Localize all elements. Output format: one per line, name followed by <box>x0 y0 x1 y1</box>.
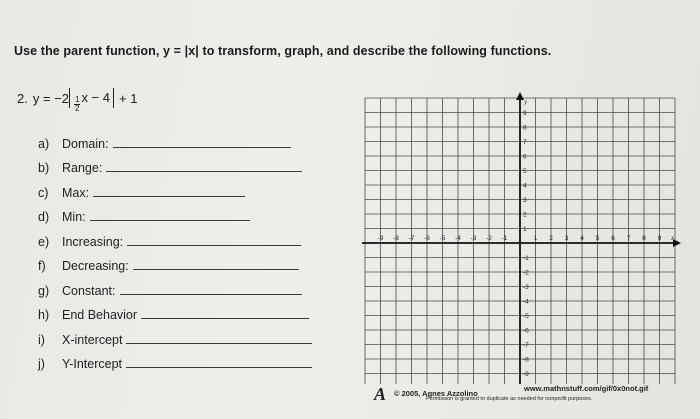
question-letter: h) <box>38 308 50 322</box>
instructions-title: Use the parent function, y = |x| to transform, graph, and describe the following functions. <box>14 44 552 58</box>
x-axis-label: x <box>671 234 675 242</box>
answer-line[interactable] <box>133 268 299 270</box>
problem-equation <box>17 88 138 113</box>
question-domain <box>38 126 312 151</box>
equation-rhs: + 1 <box>118 90 138 106</box>
answer-line[interactable] <box>90 219 250 221</box>
x-tick-label: -8 <box>393 235 399 242</box>
fraction <box>74 96 80 113</box>
y-tick-label: -4 <box>523 298 529 306</box>
x-tick-label: 5 <box>595 235 600 242</box>
answer-line[interactable] <box>93 195 245 197</box>
y-tick-label: 7 <box>523 139 527 146</box>
x-tick-label: -3 <box>470 235 477 242</box>
footer <box>374 384 649 405</box>
x-tick-label: -2 <box>486 235 492 242</box>
answer-line[interactable] <box>113 146 291 148</box>
question-max <box>38 175 312 200</box>
question-text: Constant: <box>62 283 116 298</box>
question-text: Range: <box>62 161 103 175</box>
y-tick-label: -8 <box>523 356 529 364</box>
y-tick-label: 4 <box>523 182 527 190</box>
y-tick-label: -3 <box>523 284 529 291</box>
question-end-behavior <box>38 298 312 323</box>
question-y-intercept <box>38 347 312 372</box>
x-tick-label: -4 <box>455 235 461 242</box>
question-range <box>38 151 312 176</box>
question-letter: j) <box>38 357 45 371</box>
question-text: Domain: <box>62 136 109 151</box>
x-tick-label: -9 <box>377 235 384 242</box>
equation-lhs: y = −2 <box>32 90 69 106</box>
y-tick-label: 9 <box>523 110 527 117</box>
answer-line[interactable] <box>106 170 302 172</box>
author-logo: A <box>374 384 387 404</box>
y-tick-label: -7 <box>523 342 529 349</box>
question-increasing <box>38 224 312 249</box>
y-axis-label: y <box>524 98 528 106</box>
y-tick-label: 1 <box>523 226 527 233</box>
answer-line[interactable] <box>126 342 312 344</box>
coordinate-grid[interactable] <box>362 78 682 389</box>
x-tick-label: 4 <box>580 235 584 242</box>
permission-text: Permission is granted to duplicate as needed for nonprofit purposes. <box>426 396 593 402</box>
question-letter: b) <box>38 161 50 175</box>
answer-line[interactable] <box>127 244 301 246</box>
y-tick-label: 2 <box>523 211 527 219</box>
x-tick-label: 3 <box>564 235 569 242</box>
x-tick-label: -1 <box>501 235 508 242</box>
y-tick-label: -2 <box>523 269 529 277</box>
y-tick-label: -5 <box>523 313 529 320</box>
answer-line[interactable] <box>126 366 312 368</box>
y-tick-label: 5 <box>523 168 527 175</box>
question-list <box>38 126 312 371</box>
x-tick-label: -6 <box>424 235 430 242</box>
question-letter: a) <box>38 136 50 151</box>
question-constant <box>38 273 312 298</box>
x-tick-label: 8 <box>642 235 646 242</box>
copyright-text: © 2005, Agnes Azzolino <box>393 389 478 399</box>
y-tick-label: -1 <box>523 255 529 262</box>
question-letter: d) <box>38 210 50 224</box>
answer-line[interactable] <box>141 317 309 319</box>
y-tick-label: -6 <box>523 327 529 335</box>
x-tick-label: 6 <box>611 235 615 242</box>
question-letter: e) <box>38 234 50 249</box>
question-text: Decreasing: <box>62 259 129 273</box>
x-tick-label: 9 <box>657 235 662 242</box>
fraction-numerator: 1 <box>74 95 80 104</box>
question-text: Max: <box>62 185 90 200</box>
absolute-value <box>69 88 114 113</box>
question-letter: c) <box>38 185 49 200</box>
y-tick-label: 8 <box>523 124 527 132</box>
question-text: Increasing: <box>62 234 124 249</box>
question-letter: g) <box>38 283 50 298</box>
question-letter: i) <box>38 332 45 347</box>
y-tick-label: 6 <box>523 153 527 161</box>
question-min <box>38 200 312 225</box>
question-text: Min: <box>62 210 86 224</box>
x-tick-label: 1 <box>533 235 538 242</box>
x-tick-label: 2 <box>549 235 553 242</box>
question-text: X-intercept <box>62 332 123 347</box>
x-tick-label: 7 <box>626 235 631 242</box>
question-decreasing <box>38 249 312 274</box>
y-tick-label: 3 <box>523 197 527 204</box>
x-axis-arrow <box>673 239 681 247</box>
source-url: www.mathnstuff.com/gif/0x0not.gif <box>524 384 649 393</box>
answer-line[interactable] <box>120 293 302 295</box>
x-tick-label: -5 <box>439 235 446 242</box>
question-letter: f) <box>38 259 46 273</box>
abs-inside: x − 4 <box>81 90 110 105</box>
y-axis-arrow <box>516 92 524 100</box>
y-tick-label: -9 <box>523 371 529 378</box>
question-text: Y-Intercept <box>62 357 122 371</box>
fraction-denominator: 2 <box>74 104 80 113</box>
x-tick-label: -7 <box>408 235 415 242</box>
question-text: End Behavior <box>62 308 138 322</box>
problem-number: 2. <box>17 90 28 106</box>
coordinate-grid-svg[interactable] <box>362 78 682 384</box>
question-x-intercept <box>38 322 312 347</box>
